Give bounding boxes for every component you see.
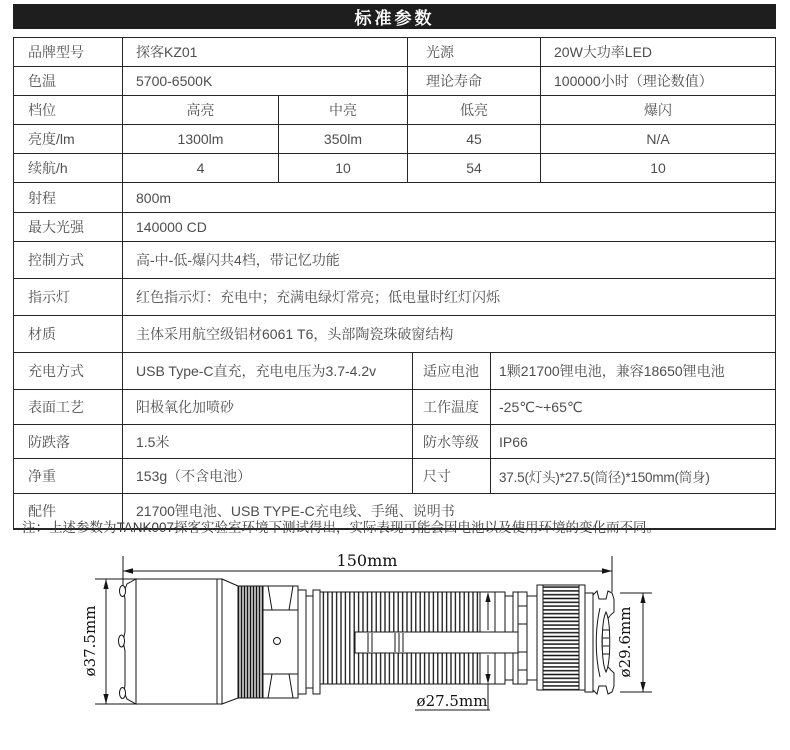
brand-model-label: 品牌型号 — [14, 38, 123, 66]
dimensions-value: 37.5(灯头)*27.5(筒径)*150mm(筒身) — [499, 470, 710, 485]
waterproof-label: 防水等级 — [413, 425, 491, 458]
table-row — [14, 316, 775, 353]
mode-high: 高亮 — [123, 96, 279, 124]
charging-value: USB Type-C直充，充电电压为3.7-4.2v — [123, 353, 413, 389]
accessories-value: 21700锂电池、USB TYPE-C充电线、手绳、说明书 — [136, 503, 455, 519]
footnote: 注：上述参数为TANK007探客实验室环境下测试得出，实际表现可能会因电池以及使用环境的变化而不同。 — [22, 520, 661, 535]
table-row — [14, 459, 775, 494]
temp-range-value: -25℃~+65℃ — [499, 398, 583, 415]
brightness-mid: 350lm — [279, 125, 408, 153]
charging-label: 充电方式 — [14, 353, 123, 389]
table-row — [14, 67, 775, 96]
flashlight-switch-ring — [263, 586, 298, 698]
color-temp-label: 色温 — [14, 67, 123, 95]
light-source-label: 光源 — [408, 38, 541, 66]
color-temp-value: 5700-6500K — [123, 67, 408, 95]
flashlight-clip — [355, 632, 518, 653]
material-label: 材质 — [14, 316, 123, 352]
side-button — [274, 638, 281, 645]
flashlight-tail-cap — [585, 591, 614, 694]
runtime-high: 4 — [123, 154, 279, 182]
mode-strobe: 爆闪 — [644, 102, 672, 118]
tail-diameter-label: ø29.6mm — [616, 606, 634, 678]
dimensions-label: 尺寸 — [413, 459, 491, 493]
peak-intensity-value: 140000 CD — [136, 219, 207, 235]
mode-mid: 中亮 — [279, 96, 408, 124]
indicator-value: 红色指示灯：充电中；充满电绿灯常亮；低电量时红灯闪烁 — [136, 289, 500, 305]
flashlight-head — [136, 579, 238, 704]
table-row — [14, 213, 775, 242]
material-value: 主体采用航空级铝材6061 T6，头部陶瓷珠破窗结构 — [136, 326, 454, 342]
weight-value: 153g（不含电池） — [123, 459, 413, 493]
flashlight-dimension-diagram — [0, 540, 790, 750]
battery-label: 适应电池 — [413, 353, 491, 389]
table-row — [14, 96, 775, 125]
control-mode-value: 高-中-低-爆闪共4档，带记忆功能 — [136, 252, 340, 268]
runtime-low: 54 — [408, 154, 541, 182]
weight-label: 净重 — [14, 459, 123, 493]
table-row — [14, 425, 775, 459]
table-row — [14, 279, 775, 316]
flashlight-bezel — [119, 579, 137, 704]
lifespan-value: 100000小时（理论数值） — [554, 73, 713, 89]
battery-value: 1颗21700锂电池，兼容18650锂电池 — [499, 363, 725, 379]
finish-label: 表面工艺 — [14, 390, 123, 424]
beam-distance-label: 射程 — [14, 183, 123, 212]
brand-model-value: 探客KZ01 — [123, 38, 408, 66]
peak-intensity-label: 最大光强 — [14, 213, 123, 241]
flashlight-tail-knurl — [537, 585, 585, 690]
spec-table — [13, 37, 776, 530]
runtime-label: 续航/h — [14, 154, 123, 182]
indicator-label: 指示灯 — [14, 279, 123, 315]
finish-value: 阳极氧化加喷砂 — [123, 390, 413, 424]
mode-low: 低亮 — [408, 96, 541, 124]
brightness-strobe: N/A — [646, 131, 670, 147]
accessories-label: 配件 — [14, 494, 123, 528]
control-mode-label: 控制方式 — [14, 242, 123, 278]
flashlight-neck-rings — [298, 590, 320, 694]
temp-range-label: 工作温度 — [413, 390, 491, 424]
page-title: 标准参数 — [13, 4, 776, 29]
runtime-mid: 10 — [279, 154, 408, 182]
table-row — [14, 390, 775, 425]
light-source-value: 20W大功率LED — [554, 44, 653, 60]
waterproof-value: IP66 — [499, 433, 528, 450]
lifespan-label: 理论寿命 — [408, 67, 541, 95]
flashlight-drawing — [119, 579, 615, 704]
brightness-high: 1300lm — [123, 125, 279, 153]
table-row — [14, 353, 775, 390]
table-row — [14, 154, 775, 183]
length-dimension-label: 150mm — [336, 551, 398, 570]
table-row — [14, 242, 775, 279]
drop-resistance-label: 防跌落 — [14, 425, 123, 458]
table-row — [14, 125, 775, 154]
brightness-label: 亮度/lm — [14, 125, 123, 153]
beam-distance-value: 800m — [136, 189, 172, 206]
head-diameter-label: ø37.5mm — [81, 605, 99, 677]
runtime-strobe: 10 — [650, 160, 666, 176]
table-row — [14, 38, 775, 67]
dim-tail-diameter — [616, 593, 652, 692]
flashlight-knurl-ring — [238, 586, 263, 698]
mode-label: 档位 — [14, 96, 123, 124]
brightness-low: 45 — [408, 125, 541, 153]
body-diameter-label: ø27.5mm — [416, 692, 488, 710]
table-row — [14, 183, 775, 213]
drop-resistance-value: 1.5米 — [123, 425, 413, 458]
